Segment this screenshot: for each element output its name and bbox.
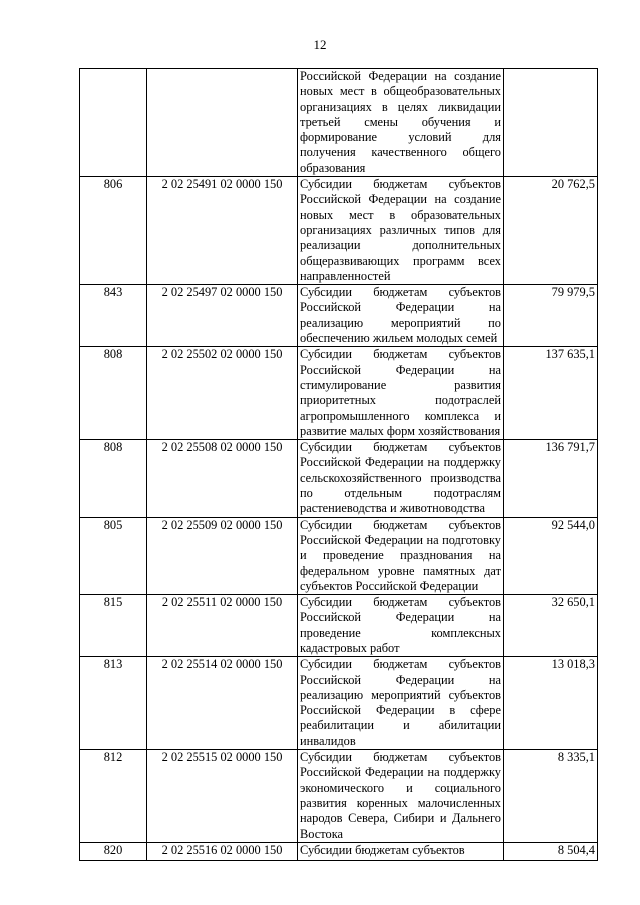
table-row xyxy=(80,177,598,285)
budget-classification-code-cell xyxy=(147,69,298,177)
budget-classification-code-cell: 2 02 25516 02 0000 150 xyxy=(147,842,298,860)
revenue-name-cell: Субсидии бюджетам субъектов Российской Федерации на подготовку и проведение празднования на федеральном уровне памятных дат субъектов Российской Федерации xyxy=(298,517,504,594)
admin-code-cell: 813 xyxy=(80,657,147,750)
budget-classification-code-cell: 2 02 25502 02 0000 150 xyxy=(147,347,298,440)
table-row xyxy=(80,285,598,347)
page-number: 12 xyxy=(313,37,327,52)
amount-cell: 92 544,0 xyxy=(504,517,598,594)
table-row xyxy=(80,347,598,440)
budget-classification-code-cell: 2 02 25508 02 0000 150 xyxy=(147,440,298,517)
admin-code-cell: 805 xyxy=(80,517,147,594)
revenue-name-cell: Субсидии бюджетам субъектов Российской Федерации на реализацию мероприятий субъектов Российской Федерации в сфере реабилитации и абилитации инвалидов xyxy=(298,657,504,750)
budget-classification-code-cell: 2 02 25491 02 0000 150 xyxy=(147,177,298,285)
admin-code-cell: 812 xyxy=(80,750,147,843)
amount-cell xyxy=(504,69,598,177)
admin-code-cell xyxy=(80,69,147,177)
revenue-name-cell: Российской Федерации на создание новых мест в общеобразовательных организациях в целях ликвидации третьей смены обучения и формирование условий для получения качественного общего образования xyxy=(298,69,504,177)
budget-classification-code-cell: 2 02 25515 02 0000 150 xyxy=(147,750,298,843)
table-row xyxy=(80,595,598,657)
table-row xyxy=(80,69,598,177)
budget-classification-code-cell: 2 02 25497 02 0000 150 xyxy=(147,285,298,347)
table-row xyxy=(80,750,598,843)
admin-code-cell: 815 xyxy=(80,595,147,657)
revenue-name-cell: Субсидии бюджетам субъектов Российской Федерации на стимулирование развития приоритетных подотраслей агропромышленного комплекса и развитие малых форм хозяйствования xyxy=(298,347,504,440)
amount-cell: 20 762,5 xyxy=(504,177,598,285)
amount-cell: 13 018,3 xyxy=(504,657,598,750)
amount-cell: 79 979,5 xyxy=(504,285,598,347)
budget-classification-code-cell: 2 02 25511 02 0000 150 xyxy=(147,595,298,657)
table-row xyxy=(80,657,598,750)
budget-classification-code-cell: 2 02 25514 02 0000 150 xyxy=(147,657,298,750)
revenue-name-cell: Субсидии бюджетам субъектов Российской Федерации на поддержку экономического и социального развития коренных малочисленных народов Севера, Сибири и Дальнего Востока xyxy=(298,750,504,843)
amount-cell: 32 650,1 xyxy=(504,595,598,657)
admin-code-cell: 808 xyxy=(80,440,147,517)
amount-cell: 137 635,1 xyxy=(504,347,598,440)
amount-cell: 136 791,7 xyxy=(504,440,598,517)
revenue-name-cell: Субсидии бюджетам субъектов Российской Федерации на реализацию мероприятий по обеспечению жильем молодых семей xyxy=(298,285,504,347)
budget-table xyxy=(79,68,598,861)
admin-code-cell: 806 xyxy=(80,177,147,285)
table-row xyxy=(80,440,598,517)
revenue-name-cell: Субсидии бюджетам субъектов Российской Федерации на проведение комплексных кадастровых работ xyxy=(298,595,504,657)
admin-code-cell: 820 xyxy=(80,842,147,860)
admin-code-cell: 808 xyxy=(80,347,147,440)
admin-code-cell: 843 xyxy=(80,285,147,347)
amount-cell: 8 504,4 xyxy=(504,842,598,860)
budget-classification-code-cell: 2 02 25509 02 0000 150 xyxy=(147,517,298,594)
table-row xyxy=(80,517,598,594)
revenue-name-cell: Субсидии бюджетам субъектов Российской Федерации на поддержку сельскохозяйственного производства по отдельным подотраслям растениеводства и животноводства xyxy=(298,440,504,517)
table-row xyxy=(80,842,598,860)
amount-cell: 8 335,1 xyxy=(504,750,598,843)
revenue-name-cell: Субсидии бюджетам субъектов xyxy=(298,842,504,860)
revenue-name-cell: Субсидии бюджетам субъектов Российской Федерации на создание новых мест в образовательных организациях различных типов для реализации дополнительных общеразвивающих программ всех направленностей xyxy=(298,177,504,285)
